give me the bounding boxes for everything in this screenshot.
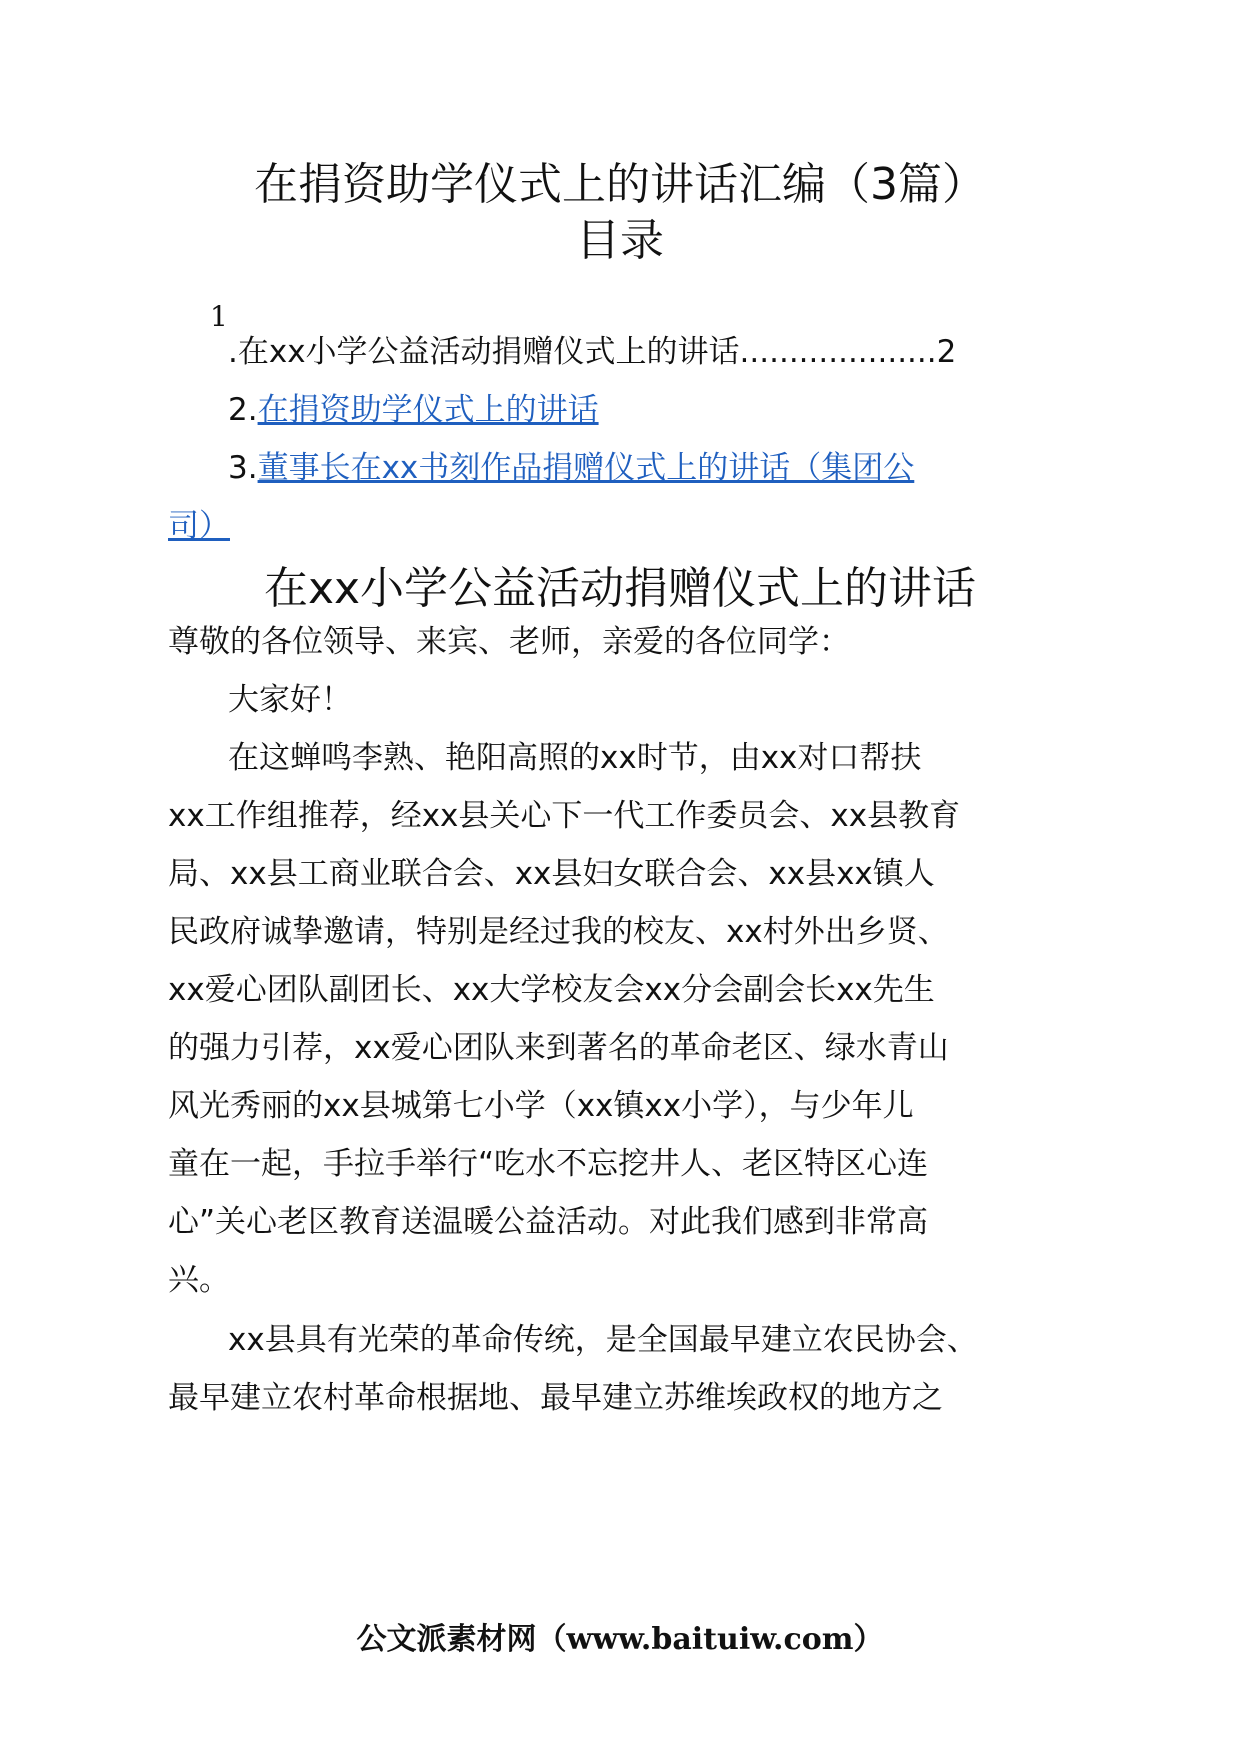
toc-item-3-link-continued[interactable]: 司） bbox=[168, 508, 230, 544]
greeting: 大家好！ bbox=[228, 682, 352, 718]
toc-heading: 目录 bbox=[576, 215, 664, 266]
body-line: 心”关心老区教育送温暖公益活动。对此我们感到非常高 bbox=[168, 1204, 929, 1240]
body-line: 最早建立农村革命根据地、最早建立苏维埃政权的地方之 bbox=[168, 1380, 943, 1416]
body-line: 兴。 bbox=[168, 1262, 230, 1298]
body-line: xx县具有光荣的革命传统，是全国最早建立农民协会、 bbox=[228, 1322, 978, 1358]
toc-item-2 bbox=[228, 384, 599, 429]
body-line: 局、xx县工商业联合会、xx县妇女联合会、xx县xx镇人 bbox=[168, 856, 935, 892]
salutation: 尊敬的各位领导、来宾、老师，亲爱的各位同学： bbox=[168, 624, 850, 660]
toc-item-1 bbox=[228, 326, 956, 371]
toc-item-1-label: .在xx小学公益活动捐赠仪式上的讲话....................2 bbox=[228, 334, 957, 370]
toc-marker: 1 bbox=[210, 300, 228, 333]
body-line: xx爱心团队副团长、xx大学校友会xx分会副会长xx先生 bbox=[168, 972, 935, 1008]
body-line: 民政府诚挚邀请，特别是经过我的校友、xx村外出乡贤、 bbox=[168, 914, 949, 950]
footer-watermark: 公文派素材网（www.baituiw.com） bbox=[356, 1622, 884, 1657]
toc-item-3 bbox=[228, 442, 914, 487]
body-line: xx工作组推荐，经xx县关心下一代工作委员会、xx县教育 bbox=[168, 798, 961, 834]
body-line: 童在一起，手拉手举行“吃水不忘挖井人、老区特区心连 bbox=[168, 1146, 929, 1182]
toc-item-3-continuation bbox=[168, 500, 230, 545]
document-title: 在捐资助学仪式上的讲话汇编（3篇） bbox=[254, 159, 986, 210]
toc-item-2-number: 2. bbox=[228, 392, 258, 428]
body-line: 在这蝉鸣李熟、艳阳高照的xx时节，由xx对口帮扶 bbox=[228, 740, 922, 776]
toc-item-3-number: 3. bbox=[228, 450, 258, 486]
section-title: 在xx小学公益活动捐赠仪式上的讲话 bbox=[263, 563, 977, 614]
toc-item-2-link[interactable]: 在捐资助学仪式上的讲话 bbox=[257, 392, 599, 428]
body-line: 风光秀丽的xx县城第七小学（xx镇xx小学），与少年儿 bbox=[168, 1088, 914, 1124]
toc-item-3-link[interactable]: 董事长在xx书刻作品捐赠仪式上的讲话（集团公 bbox=[257, 450, 915, 486]
body-line: 的强力引荐，xx爱心团队来到著名的革命老区、绿水青山 bbox=[168, 1030, 949, 1066]
